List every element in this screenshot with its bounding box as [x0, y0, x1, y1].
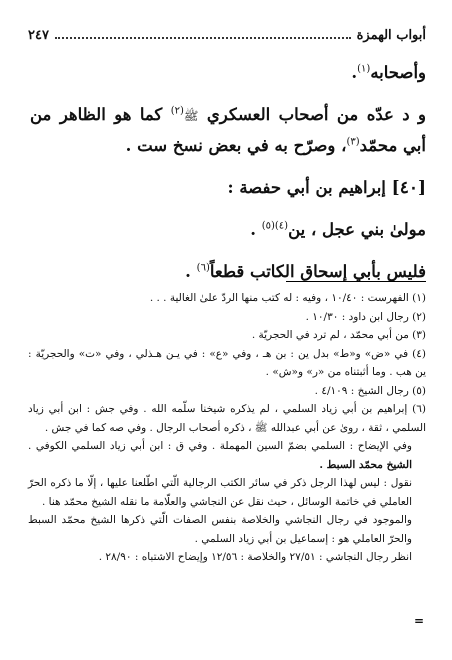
footnote-separator — [286, 281, 426, 282]
footnote-ref-4-5: (٤)(٥) — [261, 220, 289, 232]
footnote-6: (٦) إبراهيم بن أبي زياد السلمي ، لم يذكره شيخنا سلّمه الله . وفي جش : ابن أبي زياد السلمي ، ثقة ، روىٰ عن أبي عبدالله ﷺ ، ذكره أصحاب الرجال . وفي صه كما في جش . — [28, 403, 426, 434]
footnote-ref-3: (٣) — [346, 136, 360, 148]
p1-text: وأصحابه — [370, 63, 426, 82]
footnote-6-para-2-bold: الشيخ محمّد السبط . — [319, 458, 412, 471]
entry-name: إبراهيم بن أبي حفصة : — [227, 178, 386, 197]
footnote-ref-2: (٢) — [170, 105, 184, 117]
footnote-3: (٣) من أبي محمّد ، لم ترد في الحجريّة . — [251, 329, 426, 341]
header-dot-leader — [55, 37, 351, 39]
p2-text-b: كما هو الظاهر من أبي محمّد — [30, 105, 426, 155]
footnote-ref-1: (١) — [357, 63, 371, 75]
footnote-6-para-3: نقول : ليس لهذا الرجل ذكر في سائر الكتب الرجالية الّتي اطّلعنا عليها ، إلّا ما ذكره الحرّ العاملي في خاتمة الوسائل ، حيث نقل عن النجاشي والعلّامة ما نقله الشيخ محمّد هنا . — [28, 477, 412, 508]
footnote-6-para-2 — [28, 437, 426, 474]
entry-heading — [30, 173, 426, 203]
paragraph-1 — [30, 58, 426, 88]
page-number: ٢٤٧ — [28, 28, 49, 43]
p2-text-c: ، وصرّح به في بعض نسخ — [172, 136, 347, 155]
footnote-ref-6: (٦) — [196, 262, 210, 274]
chapter-title: أبواب الهمزة — [356, 28, 426, 43]
footnote-6-para-2-text: وفي الإيضاح : السلمي بضمّ السين المهملة . وفي ق : ابن أبي زياد السلمي الكوفي . — [28, 440, 412, 452]
p2-abbrev: ست — [137, 136, 168, 155]
paragraph-5 — [30, 257, 426, 287]
footnote-4: (٤) في «ض» و«ط» بدل ين : بن هـ ، وفي «ع» : في يـن هـذلي ، وفي «ت» والحجريّة : ين هب . وما أثبتناه من «ر» و«ش» . — [28, 347, 426, 378]
footnote-6-para-4: والموجود في رجال النجاشي والخلاصة بنفس الصفات الّتي ذكرها الشيخ محمّد السبط والحرّ العاملي هو : إسماعيل بن أبي زياد السلمي . — [28, 514, 412, 545]
footnote-6-para-5: انظر رجال النجاشي : ٢٧/٥١ والخلاصة : ١٢/٥٦ وإيضاح الاشتباه : ٢٨/٩٠ . — [98, 551, 412, 563]
paragraph-4 — [30, 215, 426, 245]
footnote-1: (١) الفهرست : ١٠/٤٠ ، وفيه : له كتب منها الردّ علىٰ الغالية . . . — [149, 292, 426, 304]
running-header — [28, 28, 426, 48]
continuation-mark: = — [413, 614, 424, 628]
p5-text: فليس بأبي إسحاق الكاتب قطعاً — [209, 262, 426, 281]
p2-end: . — [125, 136, 132, 155]
honorific-symbol: ﷺ — [183, 109, 199, 123]
p5-end: . — [185, 262, 191, 281]
footnote-5: (٥) رجال الشيخ : ٤/١٠٩ . — [314, 384, 426, 397]
paragraph-2 — [30, 100, 426, 161]
p4-abbrev: ين — [288, 220, 306, 239]
footnote-2: (٢) رجال ابن داود : ١٠/٣٠ . — [305, 310, 426, 323]
p4-end: . — [250, 220, 256, 239]
main-text — [30, 58, 426, 299]
p4-text-a: مولىٰ بني عجل ، — [310, 220, 426, 239]
p1-end: . — [351, 63, 358, 82]
entry-number: [٤٠] — [391, 178, 426, 198]
footnotes — [28, 289, 426, 567]
p2-text-a: و د عدّه من أصحاب العسكري — [206, 105, 426, 124]
